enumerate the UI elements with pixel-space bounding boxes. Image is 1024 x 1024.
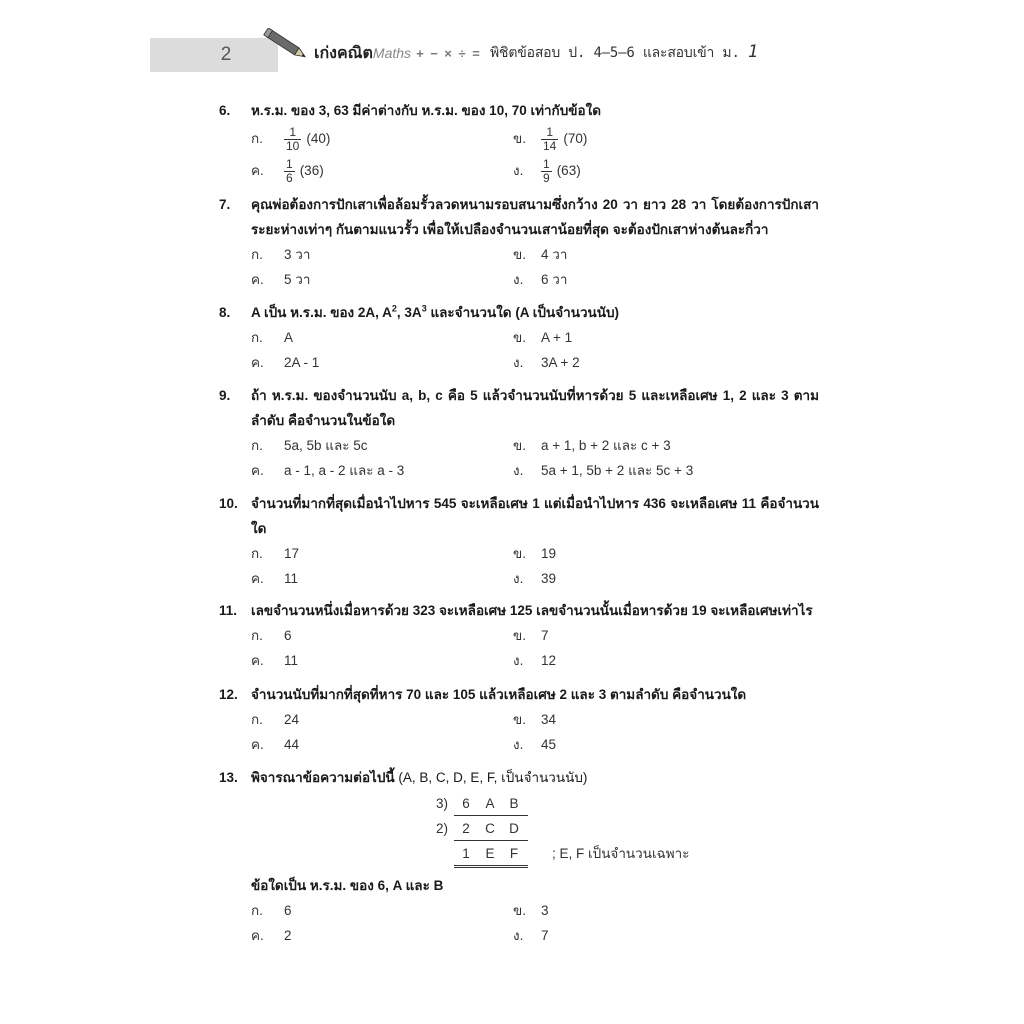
question-number: 7. <box>219 197 231 212</box>
option-label: ง. <box>513 355 524 370</box>
option-a[interactable] <box>251 623 292 648</box>
option-d[interactable] <box>513 923 549 948</box>
option-c[interactable] <box>251 458 404 483</box>
option-c[interactable] <box>251 732 299 757</box>
subtitle-text: พิชิตข้อสอบ ป. 4–5–6 และสอบเข้า ม. <box>490 45 740 61</box>
option-b[interactable] <box>513 898 549 923</box>
question-stem: จำนวนที่มากที่สุดเมื่อนำไปหาร 545 จะเหลือเศษ 1 แต่เมื่อนำไปหาร 436 จะเหลือเศษ 11 คือจำนวนใด <box>251 496 819 536</box>
option-label: ก. <box>251 131 263 146</box>
option-b[interactable] <box>513 707 556 732</box>
numerator: 1 <box>289 124 297 139</box>
stem-part: และจำนวนใด (A เป็นจำนวนนับ) <box>426 305 620 320</box>
ladder-cell: F <box>509 846 519 861</box>
option-value: 39 <box>541 571 557 586</box>
option-value: 3A + 2 <box>541 355 580 370</box>
option-value: 12 <box>541 653 557 668</box>
option-label: ค. <box>251 928 264 943</box>
question-stem: ห.ร.ม. ของ 3, 63 มีค่าต่างกับ ห.ร.ม. ของ 10, 70 เท่ากับข้อใด <box>251 103 601 118</box>
fraction <box>284 126 301 153</box>
option-value: 17 <box>284 546 300 561</box>
question-stem: จำนวนนับที่มากที่สุดที่หาร 70 และ 105 แล้วเหลือเศษ 2 และ 3 ตามลำดับ คือจำนวนใด <box>251 687 747 702</box>
option-label: ก. <box>251 712 263 727</box>
numerator: 1 <box>543 156 550 171</box>
option-label: ค. <box>251 355 264 370</box>
option-b[interactable] <box>513 123 587 155</box>
question-13-sub <box>219 873 819 948</box>
divide-icon: ÷ <box>458 45 466 61</box>
numerator: 1 <box>286 156 293 171</box>
option-d[interactable] <box>513 566 556 591</box>
question-9 <box>219 383 819 483</box>
option-d[interactable] <box>513 155 581 187</box>
header-row <box>314 38 758 68</box>
option-label: ง. <box>513 653 524 668</box>
ladder-cells <box>454 818 528 841</box>
option-value: 44 <box>284 737 300 752</box>
ladder-row <box>432 843 712 868</box>
option-extra: (36) <box>299 163 324 178</box>
option-b[interactable] <box>513 541 556 566</box>
divisor: 2) <box>435 821 448 836</box>
option-d[interactable] <box>513 648 556 673</box>
stem-part: A เป็น ห.ร.ม. ของ 2A, A <box>251 305 392 320</box>
question-number: 8. <box>219 305 231 320</box>
option-label: ก. <box>251 330 263 345</box>
superscript: 2 <box>391 303 397 314</box>
option-value: 6 วา <box>541 272 568 287</box>
option-label: ค. <box>251 571 264 586</box>
option-value: 5a + 1, 5b + 2 และ 5c + 3 <box>541 463 694 478</box>
question-stem: เลขจำนวนหนึ่งเมื่อหารด้วย 323 จะเหลือเศษ 125 เลขจำนวนนั้นเมื่อหารด้วย 19 จะเหลือเศษเท่าไร <box>251 603 813 618</box>
option-c[interactable] <box>251 566 298 591</box>
option-label: ง. <box>513 163 524 178</box>
option-a[interactable] <box>251 707 299 732</box>
question-7 <box>219 192 819 292</box>
option-d[interactable] <box>513 350 580 375</box>
question-stem: ถ้า ห.ร.ม. ของจำนวนนับ a, b, c คือ 5 แล้วจำนวนนับที่หารด้วย 5 และเหลือเศษ 1, 2 และ 3 ตามลำดับ คือจำนวนในข้อใด <box>251 388 819 428</box>
option-value <box>541 123 587 155</box>
ladder-row <box>432 793 712 818</box>
question-stem: คุณพ่อต้องการปักเสาเพื่อล้อมรั้วลวดหนามรอบสนามซึ่งกว้าง 20 วา ยาว 28 วา โดยต้องการปักเสาระยะห่างเท่าๆ กันตามแนวรั้ว เพื่อให้เปลืองจำนวนเสาน้อยที่สุด จะต้องปักเสาห่างต้นละกี่วา <box>251 197 819 237</box>
question-13 <box>219 765 819 790</box>
brand-title <box>314 41 411 66</box>
plus-icon: + <box>416 45 424 61</box>
option-c[interactable] <box>251 155 324 187</box>
option-c[interactable] <box>251 267 310 292</box>
ladder-note: ; E, F เป็นจำนวนเฉพาะ <box>552 846 690 861</box>
question-6 <box>219 98 819 187</box>
option-label: ง. <box>513 571 524 586</box>
option-value: 45 <box>541 737 557 752</box>
option-label: ก. <box>251 903 263 918</box>
option-label: ค. <box>251 163 264 178</box>
question-12 <box>219 682 819 757</box>
option-label: ข. <box>513 546 526 561</box>
ladder-cell: E <box>485 846 495 861</box>
brand-thai: เก่งคณิต <box>314 44 373 62</box>
option-b[interactable] <box>513 242 567 267</box>
denominator: 9 <box>543 170 550 185</box>
numerator: 1 <box>546 124 554 139</box>
ladder-row <box>432 818 712 843</box>
option-extra: (63) <box>556 163 581 178</box>
option-value: 6 <box>284 903 292 918</box>
question-number: 6. <box>219 103 231 118</box>
option-value: 4 วา <box>541 247 568 262</box>
option-label: ค. <box>251 463 264 478</box>
option-a[interactable] <box>251 242 310 267</box>
option-label: ข. <box>513 438 526 453</box>
question-number: 11. <box>219 603 238 618</box>
option-label: ค. <box>251 272 264 287</box>
option-label: ก. <box>251 628 263 643</box>
option-extra: (40) <box>306 131 331 146</box>
option-label: ง. <box>513 272 524 287</box>
option-c[interactable] <box>251 923 292 948</box>
question-number: 10. <box>219 496 238 511</box>
pencil-icon <box>262 28 312 62</box>
ladder-cell: A <box>485 796 495 811</box>
division-ladder <box>432 793 712 868</box>
times-icon: × <box>444 45 452 61</box>
option-label: ข. <box>513 903 526 918</box>
minus-icon: − <box>430 45 438 61</box>
option-c[interactable] <box>251 350 319 375</box>
option-b[interactable] <box>513 325 572 350</box>
option-d[interactable] <box>513 267 567 292</box>
brand-en: Maths <box>372 44 412 61</box>
option-label: ง. <box>513 737 524 752</box>
ladder-cell: D <box>509 821 519 836</box>
ladder-cell: B <box>509 796 519 811</box>
question-stem <box>251 300 819 325</box>
book-subtitle <box>490 42 758 64</box>
question-10 <box>219 491 819 591</box>
question-stem <box>251 765 819 790</box>
option-label: ข. <box>513 247 526 262</box>
option-value: 3 วา <box>284 247 311 262</box>
option-label: ง. <box>513 463 524 478</box>
stem-part: , 3A <box>396 305 422 320</box>
question-number: 9. <box>219 388 231 403</box>
option-value: 5 วา <box>284 272 311 287</box>
fraction <box>541 126 558 153</box>
option-value: 2 <box>284 928 292 943</box>
option-label: ก. <box>251 546 263 561</box>
equals-icon: = <box>472 45 480 61</box>
superscript: 3 <box>421 303 427 314</box>
denominator: 14 <box>543 138 557 153</box>
option-value: 11 <box>284 571 299 586</box>
ladder-cells <box>454 843 528 868</box>
option-value: 11 <box>284 653 299 668</box>
ladder-cell: C <box>485 821 495 836</box>
denominator: 10 <box>286 138 300 153</box>
option-label: ก. <box>251 247 263 262</box>
option-value: 6 <box>284 628 292 643</box>
sub-question: ข้อใดเป็น ห.ร.ม. ของ 6, A และ B <box>251 878 444 893</box>
subtitle-grade: 1 <box>747 42 758 62</box>
question-11 <box>219 598 819 673</box>
option-a[interactable] <box>251 433 368 458</box>
option-b[interactable] <box>513 433 671 458</box>
denominator: 6 <box>286 170 293 185</box>
option-a[interactable] <box>251 325 293 350</box>
option-a[interactable] <box>251 123 330 155</box>
option-value: A <box>284 330 294 345</box>
option-label: ข. <box>513 131 526 146</box>
page-number: 2 <box>220 44 232 65</box>
ladder-cell: 1 <box>462 846 470 861</box>
option-value: 5a, 5b และ 5c <box>284 438 368 453</box>
math-operators <box>414 46 482 61</box>
option-label: ง. <box>513 928 524 943</box>
option-value: 24 <box>284 712 300 727</box>
question-number: 13. <box>219 770 238 785</box>
option-value <box>284 155 324 187</box>
option-label: ข. <box>513 712 526 727</box>
fraction <box>541 158 552 185</box>
option-label: ค. <box>251 653 264 668</box>
option-value: 3 <box>541 903 549 918</box>
option-label: ข. <box>513 330 526 345</box>
question-8 <box>219 300 819 375</box>
ladder-cell: 2 <box>462 821 470 836</box>
option-value: 7 <box>541 928 549 943</box>
option-value <box>541 155 581 187</box>
stem-note: (A, B, C, D, E, F, เป็นจำนวนนับ) <box>398 770 588 785</box>
option-d[interactable] <box>513 732 556 757</box>
ladder-cells <box>454 793 528 816</box>
option-value: 2A - 1 <box>284 355 320 370</box>
option-extra: (70) <box>563 131 588 146</box>
option-label: ค. <box>251 737 264 752</box>
option-value: 7 <box>541 628 549 643</box>
option-value: a + 1, b + 2 และ c + 3 <box>541 438 671 453</box>
option-value: 34 <box>541 712 557 727</box>
option-b[interactable] <box>513 623 549 648</box>
stem-text: พิจารณาข้อความต่อไปนี้ <box>251 770 395 785</box>
option-value: a - 1, a - 2 และ a - 3 <box>284 463 405 478</box>
option-value: 19 <box>541 546 557 561</box>
fraction <box>284 158 295 185</box>
option-c[interactable] <box>251 648 298 673</box>
option-value: A + 1 <box>541 330 573 345</box>
option-d[interactable] <box>513 458 693 483</box>
option-label: ข. <box>513 628 526 643</box>
divisor: 3) <box>435 796 448 811</box>
option-value <box>284 123 330 155</box>
option-label: ก. <box>251 438 263 453</box>
option-a[interactable] <box>251 898 292 923</box>
ladder-cell: 6 <box>462 796 470 811</box>
option-a[interactable] <box>251 541 299 566</box>
question-number: 12. <box>219 687 238 702</box>
